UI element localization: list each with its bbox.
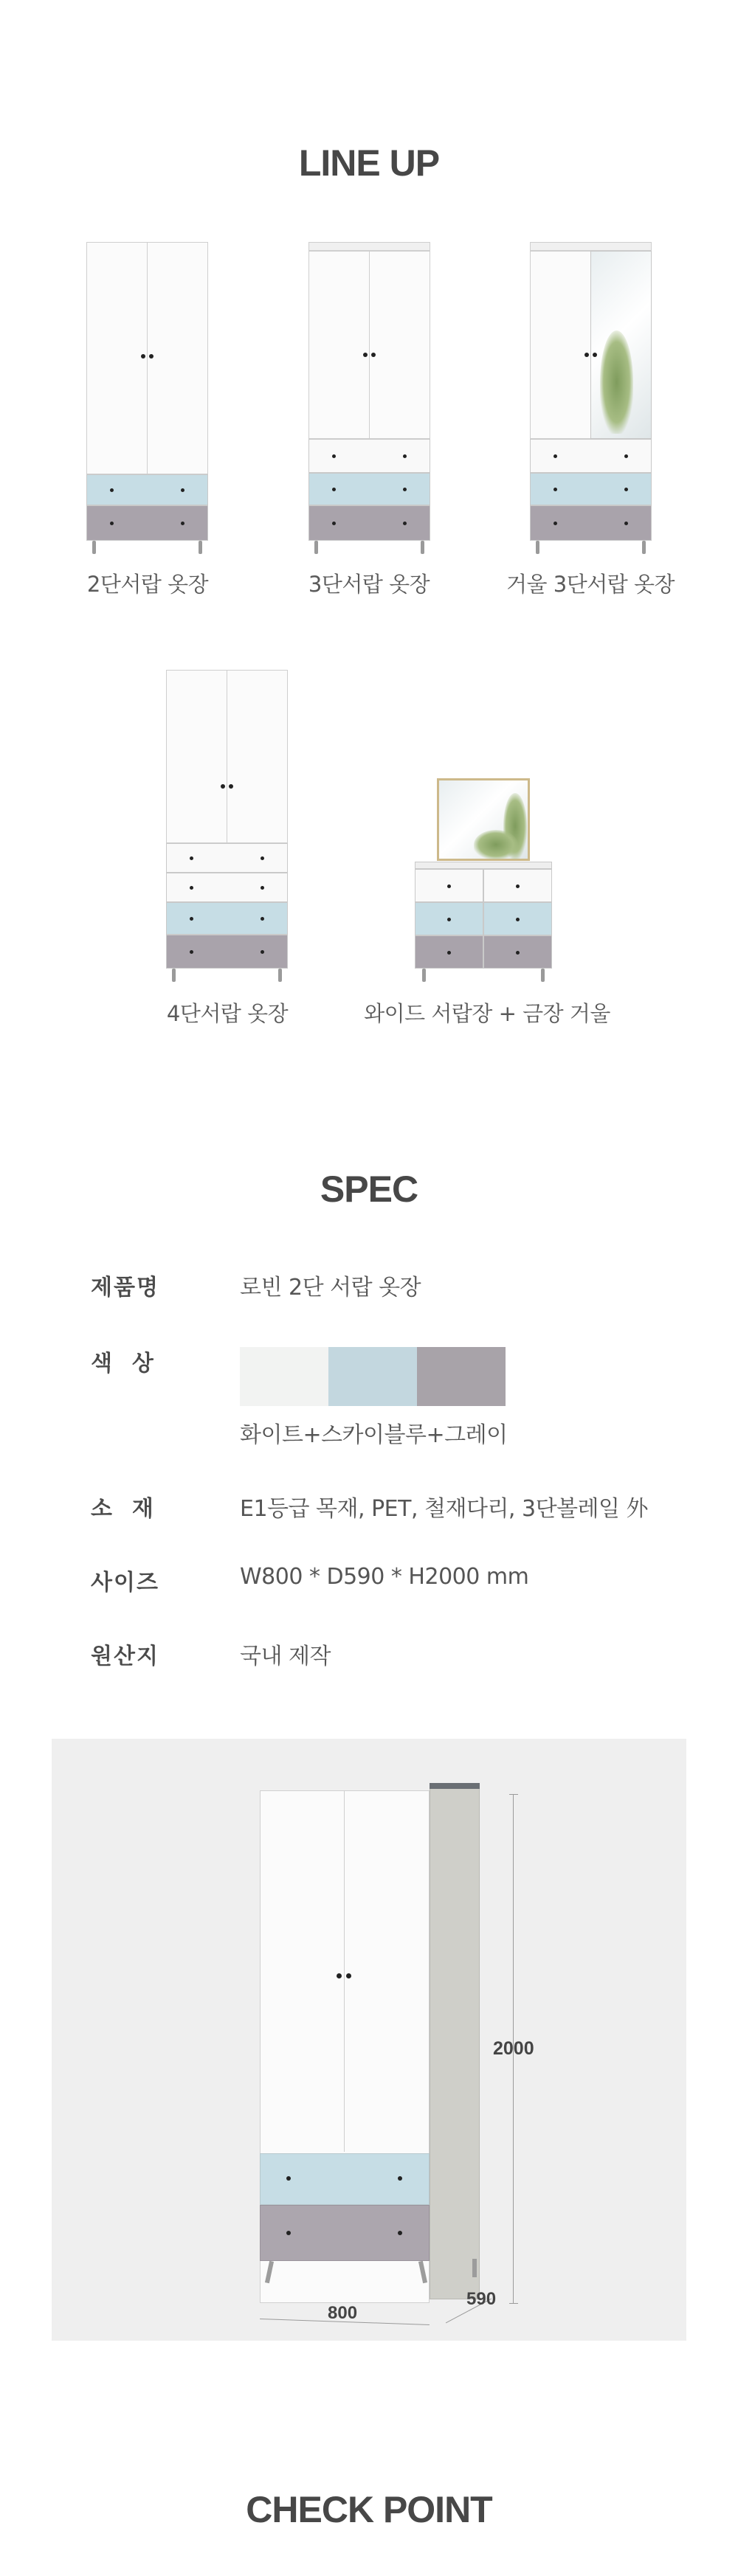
lineup-item-2-drawer-wardrobe[interactable] <box>86 242 208 555</box>
checkpoint-title: CHECK POINT <box>246 2489 492 2530</box>
lineup-caption: 4단서랍 옷장 <box>166 1001 289 1026</box>
color-swatch-sky-blue <box>328 1347 417 1406</box>
spec-label-size: 사이즈 <box>91 1570 159 1596</box>
dimension-diagram-panel <box>52 1739 686 2341</box>
drawer-gray <box>260 2205 430 2261</box>
dimension-depth-label: 590 <box>466 2289 497 2309</box>
spec-label-origin: 원산지 <box>91 1644 159 1669</box>
lineup-caption: 2단서랍 옷장 <box>86 572 209 597</box>
drawer-blue <box>260 2153 430 2205</box>
spec-value-color: 화이트+스카이블루+그레이 <box>240 1422 508 1448</box>
lineup-caption: 3단서랍 옷장 <box>308 572 430 597</box>
color-swatch-white <box>240 1347 328 1406</box>
dimension-width-label: 800 <box>328 2303 358 2323</box>
spec-value-product-name: 로빈 2단 서랍 옷장 <box>240 1275 421 1301</box>
spec-value-material: E1등급 목재, PET, 철재다리, 3단볼레일 外 <box>240 1496 649 1522</box>
spec-label-color: 색 상 <box>91 1351 155 1377</box>
door-knob-right <box>346 1973 351 1978</box>
spec-label-product-name: 제품명 <box>91 1275 159 1301</box>
lineup-item-3-drawer-wardrobe[interactable] <box>308 242 430 555</box>
lineup-caption: 와이드 서랍장 + 금장 거울 <box>364 1001 610 1026</box>
dimension-height-label: 2000 <box>493 2038 534 2059</box>
spec-value-origin: 국내 제작 <box>240 1644 331 1669</box>
lineup-title: LINE UP <box>298 142 440 184</box>
lineup-item-wide-chest-gold-mirror[interactable] <box>415 778 552 985</box>
spec-value-size: W800 * D590 * H2000 mm <box>240 1564 529 1590</box>
door-knob-left <box>337 1973 342 1978</box>
color-swatch-gray <box>417 1347 506 1406</box>
wardrobe-side-panel <box>430 1783 480 2299</box>
spec-title: SPEC <box>320 1168 418 1210</box>
spec-label-material: 소 재 <box>91 1496 155 1522</box>
lineup-item-mirror-3-drawer-wardrobe[interactable] <box>530 242 652 555</box>
lineup-item-4-drawer-wardrobe[interactable] <box>166 670 288 983</box>
lineup-caption: 거울 3단서랍 옷장 <box>506 572 675 597</box>
